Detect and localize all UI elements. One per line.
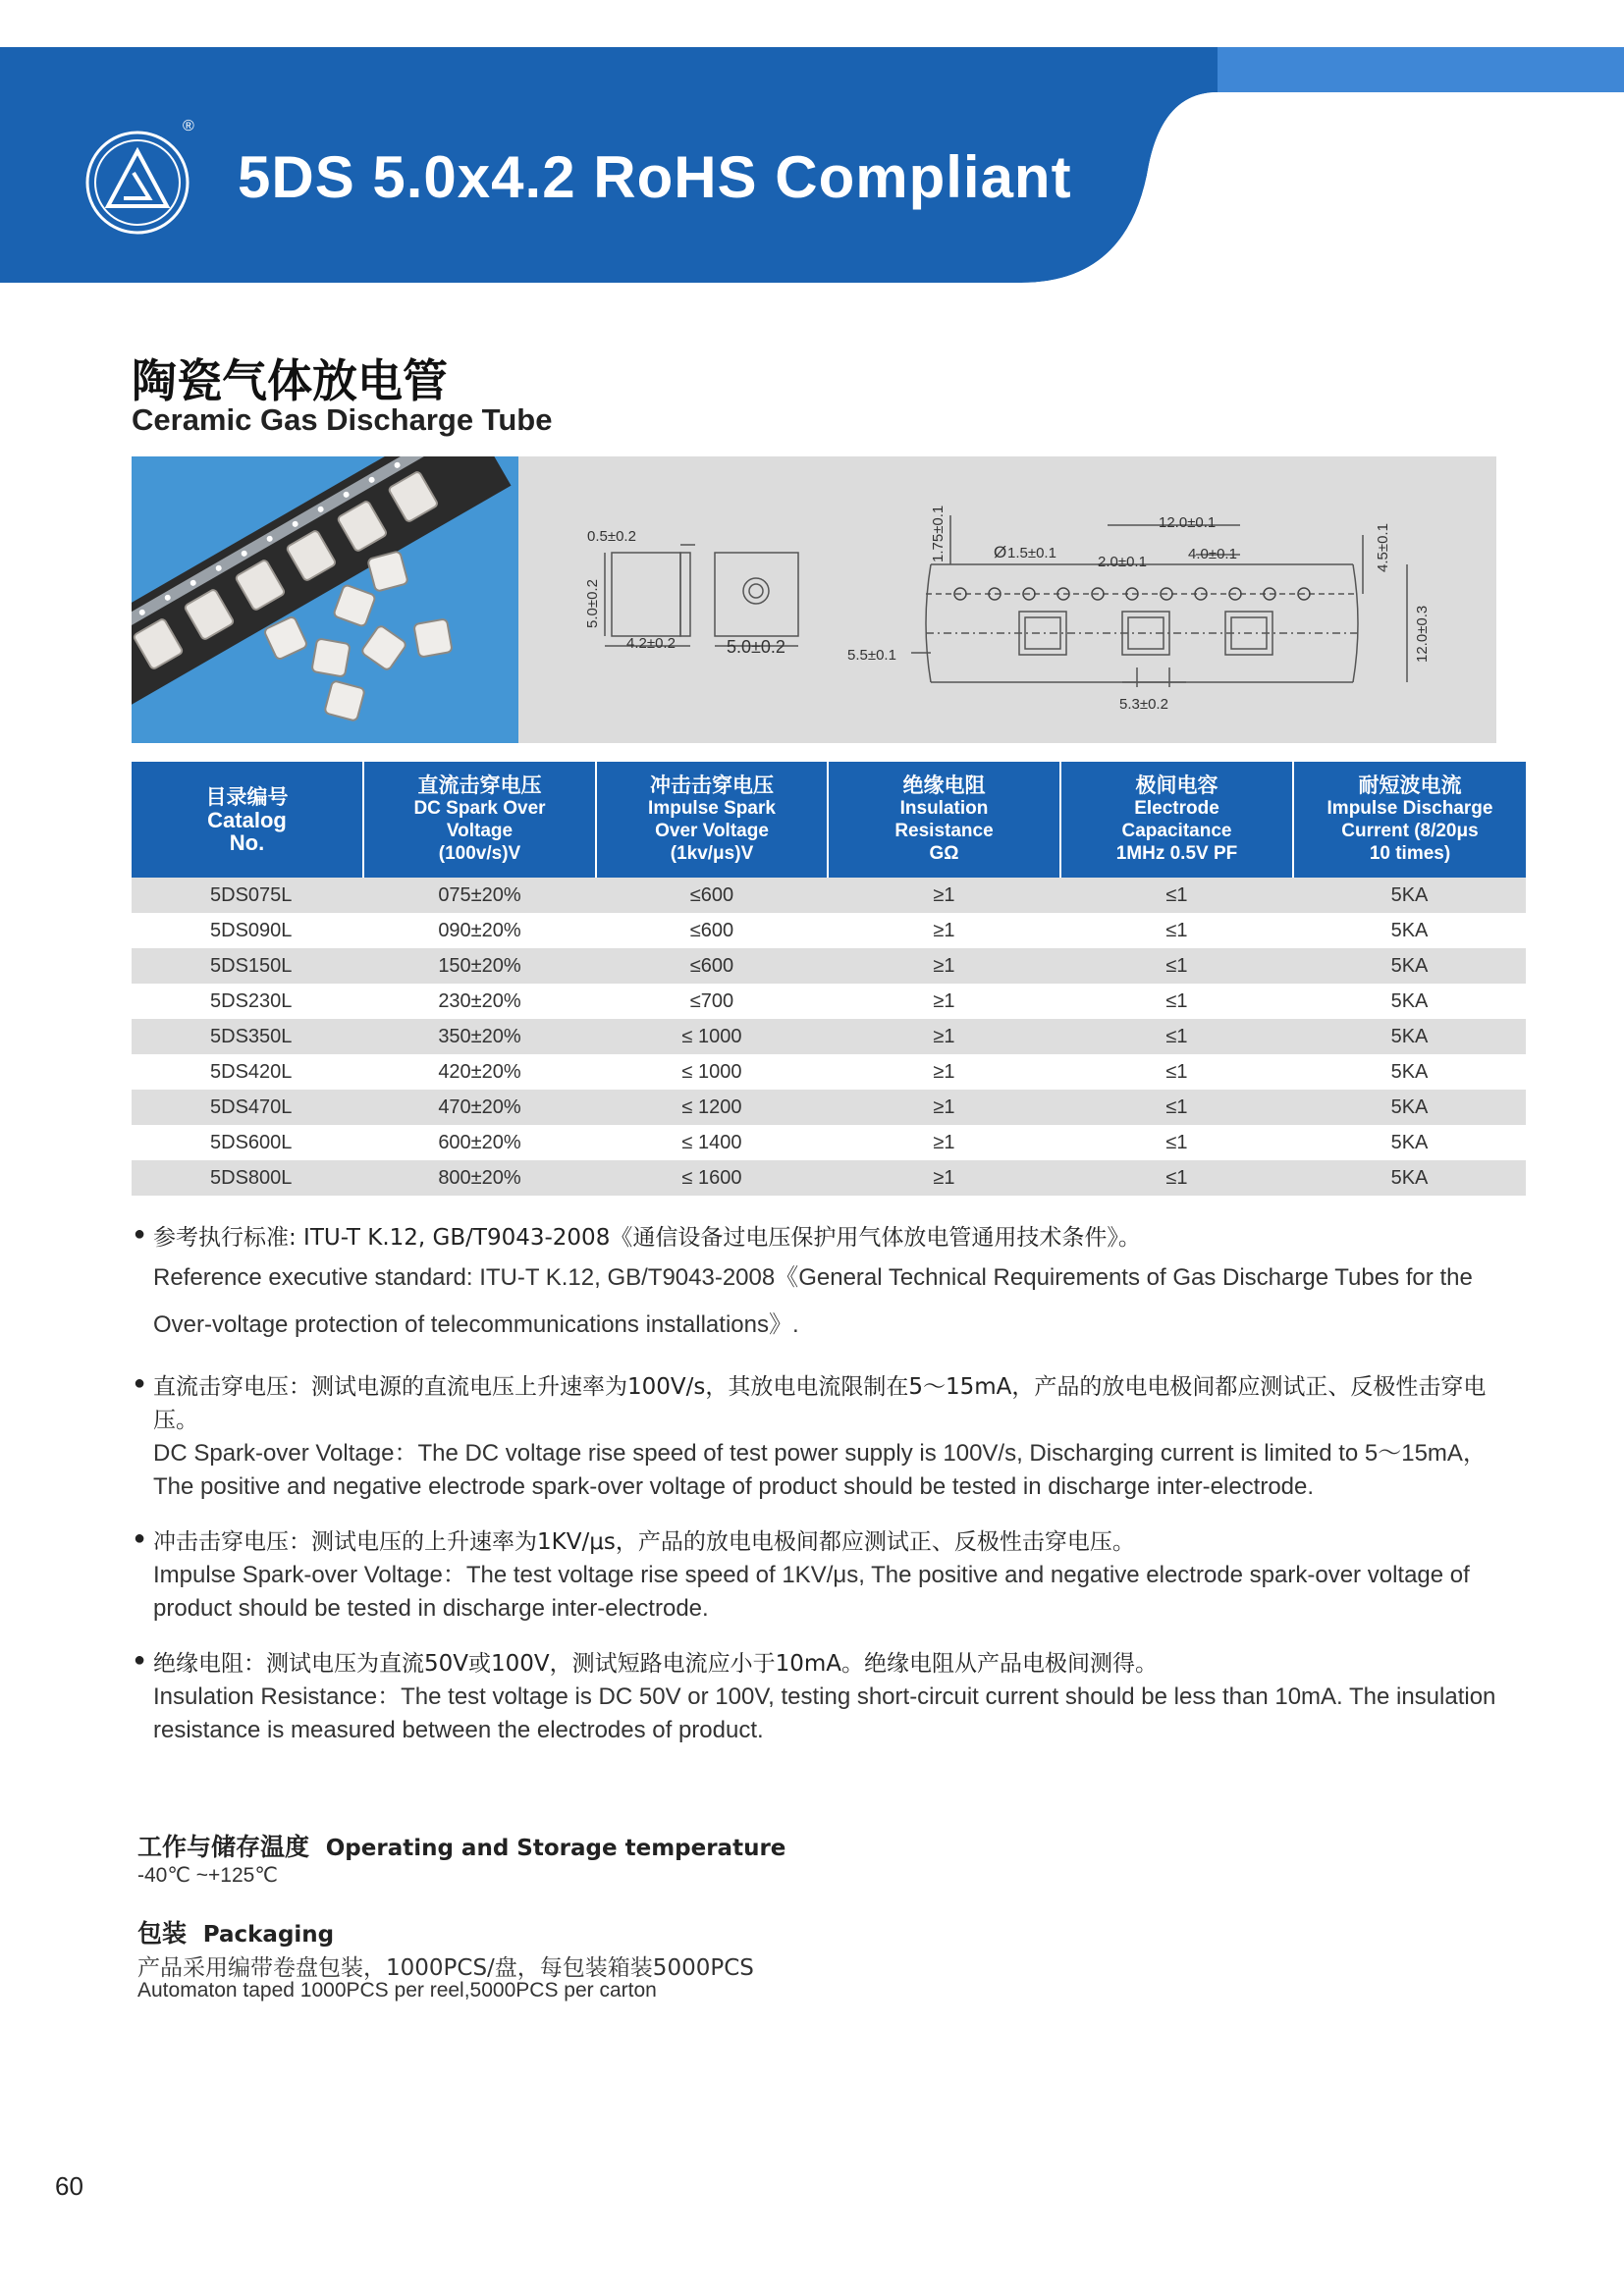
cell-impulse-voltage: ≤700 <box>689 989 734 1012</box>
cell-impulse-voltage: ≤600 <box>596 878 828 913</box>
cell-discharge-current: 5KA <box>1293 1160 1526 1196</box>
bullet-icon: ● <box>134 1649 146 1671</box>
table-row <box>132 1160 1526 1196</box>
cell-dc-voltage: 420±20% <box>438 1060 521 1083</box>
cell-discharge-current: 5KA <box>1293 878 1526 913</box>
header-electrode-capacitance: 极间电容 Electrode Capacitance 1MHz 0.5V PF <box>1060 762 1293 878</box>
temperature-heading <box>137 1828 785 1863</box>
cell-capacitance: ≤1 <box>1165 1060 1188 1083</box>
packaging-heading-cn: 包装 <box>137 1919 188 1948</box>
cell-capacitance: ≤1 <box>1060 1090 1293 1125</box>
cell-catalog: 5DS470L <box>132 1090 363 1125</box>
cell-discharge-current: 5KA <box>1390 1060 1429 1083</box>
table-row <box>132 948 1526 984</box>
cell-impulse-voltage: ≤ 1600 <box>596 1160 828 1196</box>
dim-1-75: 1.75±0.1 <box>930 505 947 562</box>
dim-phi-symbol: Ø <box>994 543 1007 561</box>
cell-capacitance: ≤1 <box>1060 878 1293 913</box>
cell-catalog: 5DS800L <box>132 1160 363 1196</box>
cell-dc-voltage: 600±20% <box>438 1131 521 1153</box>
cell-discharge-current: 5KA <box>1293 1019 1526 1054</box>
note-impulse-spark-over <box>132 1525 1526 1626</box>
cell-insulation: ≥1 <box>828 1160 1060 1196</box>
table-row <box>132 1019 1526 1054</box>
note-en: Impulse Spark-over Voltage：The test voltage rise speed of 1KV/μs, The positive and negative electrode spark-over voltage of product should be tested in discharge inter-electrode. <box>153 1562 1470 1622</box>
table-row <box>132 984 1526 1019</box>
cell-dc-voltage: 150±20% <box>363 948 596 984</box>
cell-capacitance: ≤1 <box>1060 948 1293 984</box>
cell-capacitance: ≤1 <box>1165 1131 1188 1153</box>
header-insulation-resistance: 绝缘电阻 Insulation Resistance GΩ <box>828 762 1060 878</box>
cell-impulse-voltage: ≤600 <box>689 919 734 941</box>
dim-0-5: 0.5±0.2 <box>587 528 636 545</box>
table-header-row <box>132 762 1526 878</box>
packaging-line-en: Automaton taped 1000PCS per reel,5000PCS per carton <box>137 1979 657 2002</box>
note-cn: 冲击击穿电压：测试电压的上升速率为1KV/μs，产品的放电电极间都应测试正、反极性击穿电压。 <box>153 1529 1135 1555</box>
cell-catalog: 5DS350L <box>132 1019 363 1054</box>
cell-discharge-current: 5KA <box>1390 989 1429 1012</box>
cell-catalog: 5DS420L <box>210 1060 293 1083</box>
note-cn: 直流击穿电压：测试电源的直流电压上升速率为100V/s，其放电电流限制在5～15mA，产品的放电电极间都应测试正、反极性击穿电压。 <box>153 1374 1487 1433</box>
cell-impulse-voltage: ≤ 1200 <box>596 1090 828 1125</box>
cell-impulse-voltage: ≤ 1000 <box>596 1019 828 1054</box>
cell-catalog: 5DS075L <box>132 878 363 913</box>
cell-capacitance: ≤1 <box>1060 1019 1293 1054</box>
header-catalog: 目录编号 Catalog No. <box>132 762 363 878</box>
page-number: 60 <box>55 2171 83 2201</box>
cell-capacitance: ≤1 <box>1165 989 1188 1012</box>
cell-catalog: 5DS600L <box>210 1131 293 1153</box>
section-title-cn: 陶瓷气体放电管 <box>132 354 448 407</box>
temperature-heading-en: Operating and Storage temperature <box>325 1836 786 1861</box>
packaging-heading <box>137 1914 334 1949</box>
note-cn: 参考执行标准: ITU-T K.12, GB/T9043-2008《通信设备过电压保护用气体放电管通用技术条件》。 <box>153 1225 1141 1251</box>
header-dc-spark-over: 直流击穿电压 DC Spark Over Voltage (100v/s)V <box>363 762 596 878</box>
cell-insulation: ≥1 <box>933 1131 955 1153</box>
dim-2-0: 2.0±0.1 <box>1098 554 1147 570</box>
note-en: DC Spark-over Voltage：The DC voltage rise speed of test power supply is 100V/s, Discharging current is limited to 5～15mA，The positive and negative electrode spark-over voltage of product should be tested in discharge inter-electrode. <box>153 1440 1487 1500</box>
cell-dc-voltage: 090±20% <box>438 919 521 941</box>
cell-dc-voltage: 470±20% <box>363 1090 596 1125</box>
section-title-en: Ceramic Gas Discharge Tube <box>132 402 553 437</box>
header-impulse-discharge-current: 耐短波电流 Impulse Discharge Current (8/20μs 10 times) <box>1293 762 1526 878</box>
notes-list <box>132 1221 1526 1769</box>
cell-insulation: ≥1 <box>933 989 955 1012</box>
product-photo <box>132 456 518 743</box>
dim-5-0-vertical: 5.0±0.2 <box>584 579 601 628</box>
cell-dc-voltage: 350±20% <box>363 1019 596 1054</box>
dim-5-0-horizontal: 5.0±0.2 <box>727 637 785 657</box>
dim-12-0: 12.0±0.1 <box>1159 514 1217 531</box>
dim-4-0: 4.0±0.1 <box>1188 546 1237 562</box>
packaging-heading-en: Packaging <box>202 1922 335 1948</box>
header-impulse-spark-over: 冲击击穿电压 Impulse Spark Over Voltage (1kv/μs)V <box>596 762 828 878</box>
table-row <box>132 913 1526 948</box>
table-row <box>132 878 1526 913</box>
cell-dc-voltage: 075±20% <box>363 878 596 913</box>
cell-catalog: 5DS150L <box>132 948 363 984</box>
cell-discharge-current: 5KA <box>1293 948 1526 984</box>
bullet-icon: ● <box>134 1527 146 1549</box>
temperature-heading-cn: 工作与储存温度 <box>137 1833 310 1861</box>
cell-insulation: ≥1 <box>828 1019 1060 1054</box>
cell-insulation: ≥1 <box>933 1060 955 1083</box>
spec-table <box>132 762 1526 1196</box>
dimension-drawing <box>518 456 1496 743</box>
dim-4-2: 4.2±0.2 <box>626 635 676 652</box>
cell-discharge-current: 5KA <box>1293 1090 1526 1125</box>
cell-discharge-current: 5KA <box>1390 1131 1429 1153</box>
table-row <box>132 1054 1526 1090</box>
bullet-icon: ● <box>134 1372 146 1394</box>
note-reference-standard <box>132 1221 1526 1349</box>
dim-5-3: 5.3±0.2 <box>1119 696 1168 713</box>
cell-impulse-voltage: ≤ 1400 <box>681 1131 742 1153</box>
note-insulation-resistance <box>132 1647 1526 1747</box>
cell-catalog: 5DS090L <box>210 919 293 941</box>
cell-insulation: ≥1 <box>828 1090 1060 1125</box>
temperature-value: -40℃ ~+125℃ <box>137 1864 278 1887</box>
dim-12-0-3: 12.0±0.3 <box>1414 605 1431 663</box>
dim-4-5: 4.5±0.1 <box>1375 523 1391 572</box>
cell-capacitance: ≤1 <box>1060 1160 1293 1196</box>
cell-impulse-voltage: ≤ 1000 <box>681 1060 742 1083</box>
note-dc-spark-over <box>132 1370 1526 1504</box>
gas-discharge-tube-photo <box>132 456 518 743</box>
bullet-icon: ● <box>134 1223 146 1245</box>
company-logo <box>84 130 190 236</box>
cell-capacitance: ≤1 <box>1165 919 1188 941</box>
cell-discharge-current: 5KA <box>1390 919 1429 941</box>
dim-5-5: 5.5±0.1 <box>847 647 896 664</box>
registered-mark: ® <box>183 118 194 134</box>
note-cn: 绝缘电阻：测试电压为直流50V或100V，测试短路电流应小于10mA。绝缘电阻从产品电极间测得。 <box>153 1651 1159 1677</box>
dim-1-5: 1.5±0.1 <box>1007 545 1056 561</box>
company-triangle-logo-icon <box>84 130 190 236</box>
cell-dc-voltage: 230±20% <box>438 989 521 1012</box>
note-en: Insulation Resistance：The test voltage is DC 50V or 100V, testing short-circuit current should be less than 10mA. The insulation resistance is measured between the electrodes of product. <box>153 1683 1496 1743</box>
cell-insulation: ≥1 <box>828 878 1060 913</box>
cell-catalog: 5DS230L <box>210 989 293 1012</box>
cell-insulation: ≥1 <box>828 948 1060 984</box>
dimension-drawing-svg <box>518 456 1496 743</box>
page-title: 5DS 5.0x4.2 RoHS Compliant <box>238 144 1072 210</box>
note-en: Reference executive standard: ITU-T K.12, GB/T9043-2008《General Technical Requirements of Gas Discharge Tubes for the Over-voltage protection of telecommunications installations》. <box>153 1264 1473 1338</box>
table-row <box>132 1125 1526 1160</box>
cell-insulation: ≥1 <box>933 919 955 941</box>
table-row <box>132 1090 1526 1125</box>
cell-impulse-voltage: ≤600 <box>596 948 828 984</box>
packaging-line-cn: 产品采用编带卷盘包装，1000PCS/盘，每包装箱装5000PCS <box>137 1955 754 1981</box>
cell-dc-voltage: 800±20% <box>363 1160 596 1196</box>
